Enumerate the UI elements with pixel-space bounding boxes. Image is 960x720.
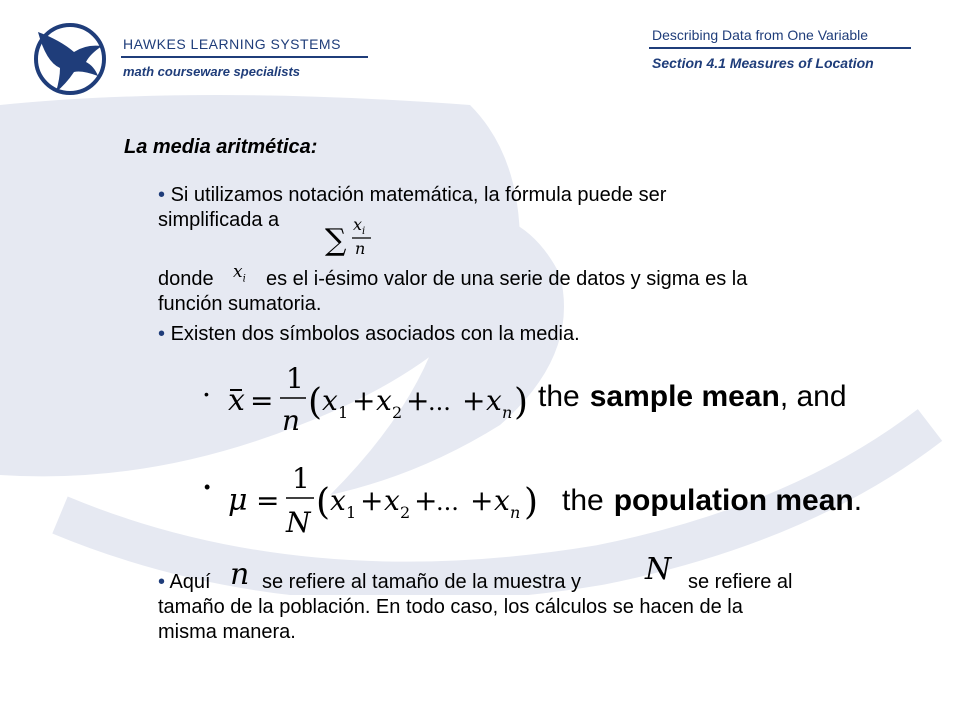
pm-one: 1 <box>292 462 310 495</box>
pm-eq: = <box>256 484 280 517</box>
paragraph-4-start <box>158 570 211 594</box>
sum-numerator: x <box>353 215 363 234</box>
bullet: • <box>158 323 166 345</box>
pm-sn: n <box>510 503 521 522</box>
sum-denominator: n <box>355 239 366 258</box>
pm-den: N <box>286 506 311 539</box>
xi-symbol <box>233 262 246 284</box>
sm-sn: n <box>502 403 513 422</box>
sm-lhs: x <box>228 383 245 418</box>
pm-plus3: + <box>470 484 494 517</box>
paragraph-1-text: Si utilizamos notación matemática, la fórmula puede ser <box>170 184 667 206</box>
paragraph-2-line-2: función sumatoria. <box>158 293 322 315</box>
sum-subscript: i <box>362 226 366 237</box>
sm-x2: x <box>376 384 392 417</box>
course-divider <box>649 47 911 49</box>
sm-eq: = <box>250 384 274 417</box>
pm-xn: x <box>494 484 510 517</box>
paragraph-1-line-2: simplificada a <box>158 209 280 231</box>
sm-xn: x <box>486 384 502 417</box>
sm-open: ( <box>308 382 323 423</box>
slide-heading: La media aritmética: <box>124 136 318 158</box>
sm-s1: 1 <box>338 403 349 422</box>
paragraph-3-text: Existen dos símbolos asociados con la media. <box>170 323 580 345</box>
sigma-symbol: ∑ <box>325 223 347 258</box>
brand-title: HAWKES LEARNING SYSTEMS <box>123 36 341 52</box>
pm-label-bold: population mean <box>613 484 854 517</box>
paragraph-2-line-1: es el i-ésimo valor de una serie de datos y sigma es la <box>266 268 748 290</box>
sample-mean-formula <box>224 358 884 438</box>
paragraph-4-line-2: tamaño de la población. En todo caso, los cálculos se hacen de la <box>158 596 743 618</box>
sum-formula <box>325 214 375 260</box>
pm-x2: x <box>384 484 400 517</box>
population-mean-formula <box>226 456 906 540</box>
sm-one: 1 <box>286 362 304 395</box>
sm-plus2: + <box>406 384 430 417</box>
sm-label-pre: the <box>538 380 580 413</box>
paragraph-2-donde: donde <box>158 268 214 290</box>
sm-label <box>538 380 847 413</box>
sm-dots: ... <box>428 388 451 416</box>
pm-plus1: + <box>360 484 384 517</box>
pm-x1: x <box>330 484 346 517</box>
paragraph-4-after: se refiere al <box>688 571 793 593</box>
hawkes-eagle-logo-icon <box>30 22 110 96</box>
pm-label-post: . <box>853 484 863 517</box>
population-mean-bullet: • <box>204 477 211 497</box>
paragraph-1-line-1 <box>158 183 666 207</box>
paragraph-3 <box>158 322 580 346</box>
N-symbol: N <box>645 552 672 587</box>
pm-label <box>562 484 862 517</box>
course-title: Describing Data from One Variable <box>652 27 869 43</box>
xi-sub: i <box>242 273 246 285</box>
bullet: • <box>158 184 166 206</box>
sm-label-bold: sample mean <box>589 380 780 413</box>
sm-x1: x <box>322 384 338 417</box>
brand-subtitle: math courseware specialists <box>123 64 301 79</box>
section-title: Section 4.1 Measures of Location <box>652 55 874 71</box>
pm-label-pre: the <box>562 484 604 517</box>
paragraph-4-mid: se refiere al tamaño de la muestra y <box>262 571 582 593</box>
pm-close: ) <box>524 482 539 523</box>
xi-x: x <box>233 262 243 282</box>
pm-open: ( <box>316 482 331 523</box>
sm-plus1: + <box>352 384 376 417</box>
bullet: • <box>158 571 166 593</box>
paragraph-4-aqui: Aquí <box>169 571 211 593</box>
sample-mean-bullet: • <box>204 386 209 402</box>
sm-s2: 2 <box>392 403 403 422</box>
pm-plus2: + <box>414 484 438 517</box>
paragraph-4-line-3: misma manera. <box>158 621 296 643</box>
n-symbol: n <box>230 557 250 592</box>
brand-divider <box>121 56 368 58</box>
sm-close: ) <box>514 382 529 423</box>
pm-dots: ... <box>436 488 459 516</box>
pm-lhs: μ <box>228 483 248 518</box>
sm-den: n <box>282 404 301 437</box>
sm-label-post: , and <box>779 380 847 413</box>
pm-s2: 2 <box>400 503 411 522</box>
sm-plus3: + <box>462 384 486 417</box>
pm-s1: 1 <box>346 503 357 522</box>
